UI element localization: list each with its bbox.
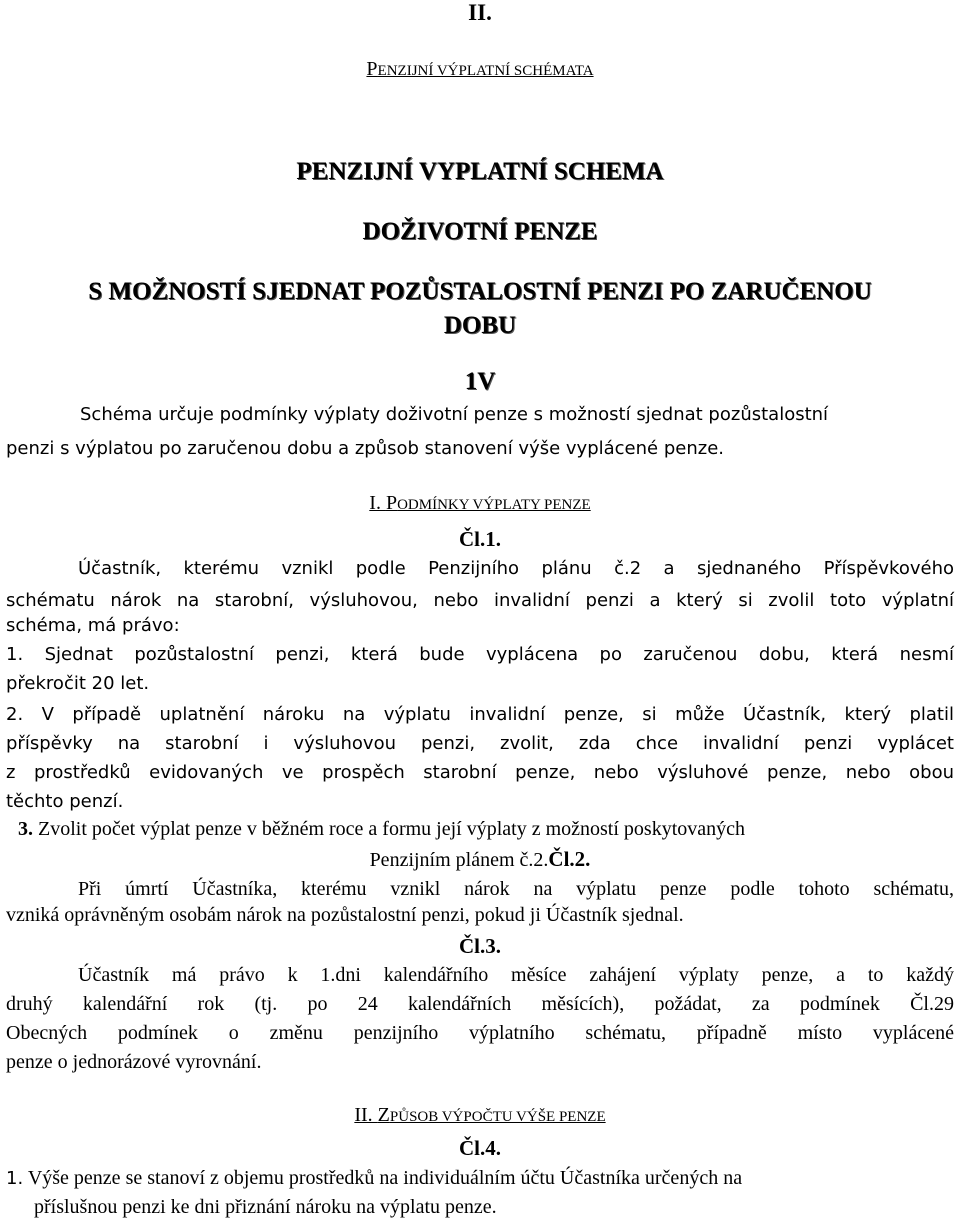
annex-number: II. (468, 0, 492, 25)
article-4-heading: Čl.4. (459, 1136, 501, 1160)
part-2-rest: PŮSOB VÝPOČTU VÝŠE PENZE (389, 1109, 606, 1125)
intro-line-1: Schéma určuje podmínky výplaty doživotní penze s možností sjednat pozůstalostní (80, 404, 829, 425)
article-1-item-2-line-3: z prostředků evidovaných ve prospěch starobní penze, nebo výsluhové penze, nebo obou (6, 762, 954, 783)
section-title (0, 58, 960, 81)
article-1-line-2-text: schématu nárok na starobní, výsluhovou, nebo invalidní penzi a který si zvolil toto výplatní (6, 590, 954, 611)
part-1-initial: P (385, 492, 398, 514)
intro-line-2: penzi s výplatou po zaručenou dobu a způsob stanovení výše vyplácené penze. (6, 438, 724, 459)
part-2-prefix: II. (354, 1104, 378, 1126)
article-1-heading: Čl.1. (459, 527, 501, 551)
scheme-title-line-2: DOŽIVOTNÍ PENZE (362, 218, 598, 245)
scheme-title-line-4: DOBU (443, 312, 517, 339)
article-3-line-3: Obecných podmínek o změnu penzijního výplatního schématu, případně místo vyplácené (6, 1022, 954, 1044)
article-1-item-3-line-2 (0, 847, 960, 872)
scheme-code: 1V (464, 368, 496, 395)
scheme-title-line-3: S MOŽNOSTÍ SJEDNAT POZŮSTALOSTNÍ PENZI PO ZARUČENOU (88, 278, 872, 305)
article-1-item-3-line-2-text: Penzijním plánem č.2. (369, 849, 549, 871)
article-3-line-2: druhý kalendářní rok (tj. po 24 kalendářních měsících), požádat, za podmínek Čl.29 (6, 993, 954, 1015)
section-title-initial: P (366, 58, 378, 80)
article-1-item-3-line-1 (18, 818, 954, 841)
article-1-item-1-line-1: 1. Sjednat pozůstalostní penzi, která bude vyplácena po zaručenou dobu, která nesmí (6, 644, 954, 665)
part-2-initial: Z (377, 1104, 390, 1126)
part-1-rest: ODMÍNKY VÝPLATY PENZE (397, 497, 591, 513)
article-2-heading: Čl.2. (548, 847, 591, 871)
scheme-title-line-1: PENZIJNÍ VYPLATNÍ SCHEMA (296, 158, 664, 185)
article-4-item-1-text: Výše penze se stanoví z objemu prostředků na individuálním účtu Účastníka určených na (27, 1167, 743, 1189)
article-3-line-4: penze o jednorázové vyrovnání. (6, 1051, 262, 1073)
article-2-line-2: vzniká oprávněným osobám nárok na pozůstalostní penzi, pokud ji Účastník sjednal. (6, 904, 684, 926)
article-2-line-1: Při úmrtí Účastníka, kterému vznikl nárok na výplatu penze podle tohoto schématu, (78, 878, 954, 900)
article-4-item-1-line-2: příslušnou penzi ke dni přiznání nároku na výplatu penze. (34, 1196, 497, 1218)
article-4-item-1-line-1 (6, 1167, 954, 1190)
article-3-line-1: Účastník má právo k 1.dni kalendářního měsíce zahájení výplaty penze, a to každý (78, 964, 954, 986)
part-1-heading (0, 492, 960, 515)
article-1-line-1: Účastník, kterému vznikl podle Penzijního plánu č.2 a sjednaného Příspěvkového (78, 558, 954, 579)
part-2-heading (0, 1104, 960, 1127)
article-3-heading: Čl.3. (459, 934, 501, 958)
article-1-item-2-line-1: 2. V případě uplatnění nároku na výplatu invalidní penze, si může Účastník, který platil (6, 704, 954, 725)
article-4-item-1-number: 1. (6, 1168, 24, 1189)
article-1-item-2-line-4: těchto penzí. (6, 791, 124, 812)
article-1-item-1-line-2: překročit 20 let. (6, 673, 150, 694)
article-1-item-2-line-2: příspěvky na starobní i výsluhovou penzi, zvolit, zda chce invalidní penzi vyplácet (6, 733, 954, 754)
article-1-item-3-number: 3. (18, 818, 33, 840)
article-1-line-3: schéma, má právo: (6, 615, 180, 636)
part-1-prefix: I. (369, 492, 386, 514)
article-1-item-3-text: Zvolit počet výplat penze v běžném roce a formu její výplaty z možností poskytovaných (38, 818, 746, 840)
section-title-rest: ENZIJNÍ VÝPLATNÍ SCHÉMATA (377, 63, 594, 79)
